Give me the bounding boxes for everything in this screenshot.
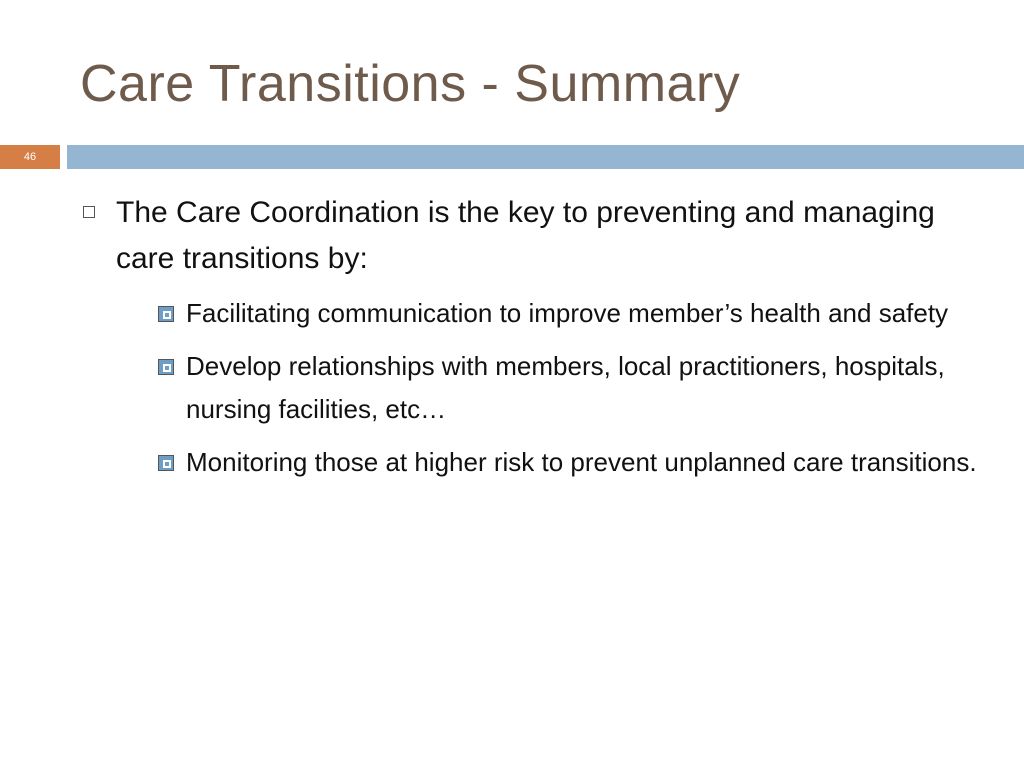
sub-bullet-text: Facilitating communication to improve member’s health and safety (186, 298, 949, 328)
sub-bullet-list (116, 292, 980, 484)
sub-bullet-text: Monitoring those at higher risk to prevent unplanned care transitions. (186, 447, 977, 477)
page-number-badge: 46 (0, 145, 60, 169)
sub-bullet-item (156, 292, 980, 335)
bullet-text: The Care Coordination is the key to preventing and managing care transitions by: (116, 196, 935, 275)
sub-bullet-text: Develop relationships with members, local practitioners, hospitals, nursing facilities, etc… (186, 351, 945, 424)
sub-bullet-item (156, 441, 980, 484)
slide-content (80, 190, 980, 494)
hollow-square-bullet-icon (83, 206, 95, 218)
sub-bullet-item (156, 345, 980, 431)
title-divider-bar (67, 145, 1024, 169)
nested-square-bullet-icon (158, 306, 174, 322)
slide-title: Care Transitions - Summary (80, 55, 741, 113)
nested-square-bullet-icon (158, 359, 174, 375)
nested-square-bullet-icon (158, 455, 174, 471)
bullet-item (80, 190, 980, 484)
